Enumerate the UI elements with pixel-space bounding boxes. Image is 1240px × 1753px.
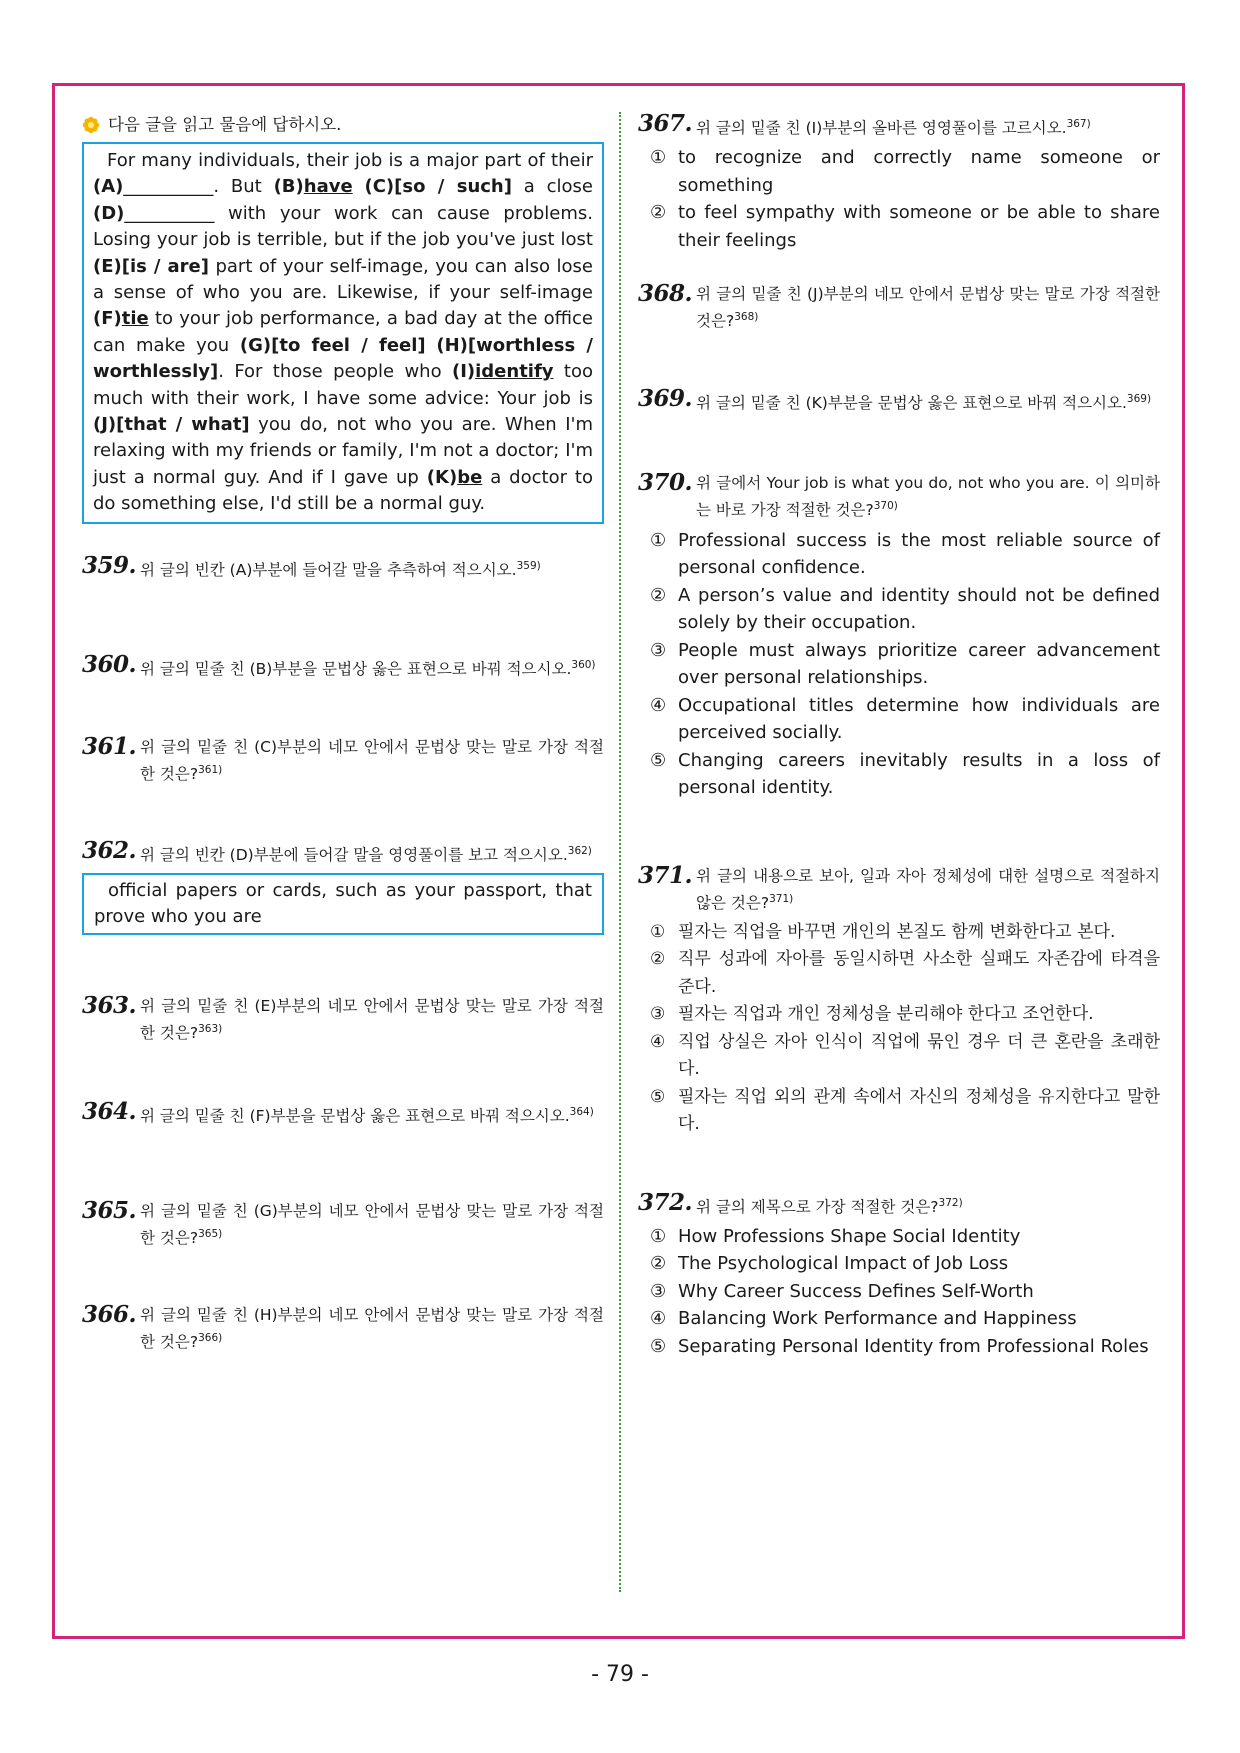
question-text: 위 글의 밑줄 친 (F)부분을 문법상 옳은 표현으로 바꿔 적으시오.: [140, 1107, 570, 1126]
question-361: [82, 735, 604, 786]
option-mark: ①: [650, 147, 667, 169]
question-number: 363.: [82, 992, 137, 1020]
question-372-stem: [638, 1188, 1160, 1219]
question-362-stem: [82, 839, 604, 867]
question-text: 위 글의 밑줄 친 (G)부분의 네모 안에서 문법상 맞는 말로 가장 적절한 것은?: [140, 1201, 604, 1247]
option-text: 직업 상실은 자아 인식이 직업에 묶인 경우 더 큰 혼란을 초래한다.: [678, 1031, 1160, 1080]
question-text: 위 글에서 Your job is what you do, not who you are. 이 의미하는 바로 가장 적절한 것은?: [696, 474, 1160, 520]
passage-text: a doctor to do something else, I'd still be a normal guy.: [93, 466, 593, 515]
question-number: 370.: [638, 469, 693, 497]
label-g: (G)[to feel / feel]: [239, 334, 426, 356]
question-number: 364.: [82, 1098, 137, 1126]
option-mark: ④: [650, 1031, 666, 1052]
column-divider: [619, 112, 621, 1592]
passage-text: For many individuals, their job is a major part of their: [107, 150, 593, 171]
right-column: [638, 112, 1160, 1360]
label-a: (A): [93, 176, 124, 198]
option-text: Separating Personal Identity from Professional Roles: [678, 1335, 1149, 1357]
question-number: 367.: [638, 110, 693, 137]
question-text: 위 글의 빈칸 (D)부분에 들어갈 말을 영영풀이를 보고 적으시오.: [140, 846, 568, 865]
question-367: [638, 112, 1160, 254]
question-number: 372.: [638, 1188, 693, 1216]
option-mark: ②: [650, 202, 667, 224]
flower-icon: [82, 116, 100, 134]
question-359: [82, 551, 604, 582]
question-text: 위 글의 밑줄 친 (K)부분을 문법상 옳은 표현으로 바꿔 적으시오.: [696, 394, 1127, 413]
reading-passage: [82, 142, 604, 524]
question-368: [638, 282, 1160, 333]
footnote-ref: 363): [198, 1023, 223, 1036]
option-1[interactable]: [638, 1223, 1160, 1251]
definition-box: official papers or cards, such as your passport, that prove who you are: [82, 873, 604, 935]
footnote-ref: 361): [198, 764, 223, 776]
underlined-b: have: [303, 176, 353, 198]
option-text: to feel sympathy with someone or be able to share their feelings: [678, 202, 1160, 251]
option-mark: ①: [650, 529, 667, 551]
footnote-ref: 371): [769, 892, 794, 905]
footnote-ref: 364): [569, 1106, 594, 1119]
question-362: [82, 839, 604, 935]
options: [638, 1223, 1160, 1361]
option-mark: ④: [650, 694, 667, 716]
option-5[interactable]: [638, 1084, 1160, 1139]
option-2[interactable]: [638, 199, 1160, 254]
underlined-f: tie: [121, 308, 149, 330]
option-1[interactable]: [638, 919, 1160, 947]
question-364: [82, 1100, 604, 1128]
question-text: 위 글의 제목으로 가장 적절한 것은?: [696, 1197, 939, 1216]
page-number: - 79 -: [591, 1662, 649, 1687]
question-number: 362.: [82, 837, 137, 865]
question-371-stem: [638, 861, 1160, 915]
option-text: People must always prioritize career advancement over personal relationships.: [678, 639, 1160, 689]
footnote-ref: 366): [198, 1331, 223, 1344]
option-text: Professional success is the most reliable source of personal confidence.: [678, 529, 1160, 579]
footnote-ref: 365): [198, 1227, 223, 1240]
question-366: [82, 1300, 604, 1354]
question-number: 371.: [638, 861, 693, 889]
option-mark: ⑤: [650, 1335, 667, 1357]
underlined-k: be: [457, 466, 483, 488]
footnote-ref: 362): [567, 845, 592, 858]
option-mark: ⑤: [650, 749, 667, 771]
question-369: [638, 387, 1160, 415]
passage-text: a close: [511, 176, 593, 198]
passage-text: too much with their work, I have some advice: Your job is: [93, 361, 593, 409]
option-4[interactable]: [638, 1305, 1160, 1333]
option-text: Balancing Work Performance and Happiness: [678, 1308, 1077, 1330]
passage-text: you do, not who you are. When I'm relaxing with my friends or family, I'm not a doctor; I'm just a normal guy. And if I gave up: [93, 414, 594, 488]
option-text: 필자는 직업과 개인 정체성을 분리해야 한다고 조언한다.: [678, 1004, 1094, 1025]
options: [638, 144, 1160, 254]
option-mark: ①: [650, 1225, 667, 1247]
question-text: 위 글의 밑줄 친 (E)부분의 네모 안에서 문법상 맞는 말로 가장 적절한 것은?: [140, 997, 604, 1043]
option-5[interactable]: [638, 747, 1160, 802]
options: [638, 527, 1160, 802]
option-text: Occupational titles determine how individuals are perceived socially.: [678, 694, 1160, 744]
label-i: (I): [451, 361, 476, 383]
option-mark: ③: [650, 639, 667, 661]
question-number: 361.: [82, 733, 137, 760]
option-mark: ①: [650, 921, 666, 942]
question-number: 368.: [638, 280, 693, 308]
footnote-ref: 372): [938, 1196, 963, 1209]
option-3[interactable]: [638, 637, 1160, 692]
question-text: 위 글의 밑줄 친 (J)부분의 네모 안에서 문법상 맞는 말로 가장 적절한 것은?: [696, 285, 1160, 331]
option-text: The Psychological Impact of Job Loss: [678, 1253, 1009, 1275]
instruction: [82, 112, 604, 138]
option-5[interactable]: [638, 1333, 1160, 1361]
option-2[interactable]: [638, 582, 1160, 637]
option-2[interactable]: [638, 1250, 1160, 1278]
passage-text: part of your self-image, you can also lose a sense of who you are. Likewise, if your self-image: [93, 255, 593, 304]
question-371: [638, 861, 1160, 1139]
label-e: (E)[is / are]: [93, 255, 209, 277]
option-1[interactable]: [638, 144, 1160, 199]
blank-a: __________: [123, 176, 214, 198]
option-text: Changing careers inevitably results in a loss of personal identity.: [678, 749, 1160, 799]
question-365: [82, 1196, 604, 1250]
option-3[interactable]: [638, 1278, 1160, 1306]
label-c: (C)[so / such]: [364, 176, 512, 198]
label-b: (B): [273, 176, 304, 198]
option-1[interactable]: [638, 527, 1160, 582]
label-d: (D): [93, 202, 125, 224]
question-number: 369.: [638, 385, 693, 413]
question-number: 365.: [82, 1196, 137, 1224]
option-mark: ③: [650, 1004, 666, 1025]
label-k: (K): [426, 466, 458, 488]
underlined-i: identify: [475, 361, 554, 383]
passage-text: . For those people who: [218, 361, 452, 383]
question-370: [638, 471, 1160, 801]
option-text: Why Career Success Defines Self-Worth: [678, 1280, 1034, 1302]
instruction-text: 다음 글을 읽고 물음에 답하시오.: [108, 115, 342, 134]
footnote-ref: 368): [734, 311, 759, 324]
question-text: 위 글의 내용으로 보아, 일과 자아 정체성에 대한 설명으로 적절하지 않은 것은?: [696, 866, 1160, 912]
question-367-stem: [638, 112, 1160, 140]
option-mark: ②: [650, 949, 666, 970]
option-mark: ④: [650, 1308, 667, 1330]
question-text: 위 글의 밑줄 친 (C)부분의 네모 안에서 문법상 맞는 말로 가장 적절한 것은?: [140, 738, 604, 784]
option-text: How Professions Shape Social Identity: [678, 1225, 1021, 1247]
question-text: 위 글의 빈칸 (A)부분에 들어갈 말을 추측하여 적으시오.: [140, 560, 517, 579]
option-text: 필자는 직업을 바꾸면 개인의 본질도 함께 변화한다고 본다.: [678, 921, 1116, 942]
option-text: to recognize and correctly name someone or something: [678, 147, 1160, 196]
footnote-ref: 367): [1066, 118, 1091, 130]
option-3[interactable]: [638, 1001, 1160, 1029]
option-text: 필자는 직업 외의 관계 속에서 자신의 정체성을 유지한다고 말한다.: [678, 1086, 1160, 1135]
left-column: [82, 112, 604, 1354]
question-372: [638, 1188, 1160, 1361]
question-number: 366.: [82, 1300, 137, 1328]
option-mark: ⑤: [650, 1086, 666, 1107]
passage-text: to your job performance, a bad day at the office can make you: [93, 308, 593, 356]
option-text: 직무 성과에 자아를 동일시하면 사소한 실패도 자존감에 타격을 준다.: [678, 949, 1160, 997]
option-2[interactable]: [638, 946, 1160, 1001]
footnote-ref: 359): [516, 559, 541, 572]
footnote-ref: 370): [873, 500, 898, 513]
option-mark: ③: [650, 1280, 667, 1302]
footnote-ref: 369): [1126, 393, 1152, 406]
question-number: 359.: [82, 551, 137, 579]
option-mark: ②: [650, 584, 667, 606]
passage-text: . But: [213, 176, 274, 198]
question-text: 위 글의 밑줄 친 (I)부분의 올바른 영영풀이를 고르시오.: [696, 119, 1067, 138]
footnote-ref: 360): [571, 658, 596, 671]
question-text: 위 글의 밑줄 친 (B)부분을 문법상 옳은 표현으로 바꿔 적으시오.: [140, 660, 572, 678]
label-f: (F): [93, 308, 122, 330]
question-text: 위 글의 밑줄 친 (H)부분의 네모 안에서 문법상 맞는 말로 가장 적절한 것은?: [140, 1305, 604, 1351]
label-j: (J)[that / what]: [93, 414, 250, 436]
passage-text: with your work can cause problems. Losing your job is terrible, but if the job you've just lost: [93, 202, 593, 251]
option-mark: ②: [650, 1253, 667, 1275]
blank-d: __________: [124, 202, 215, 224]
label-h: (H)[worthless / worthlessly]: [93, 334, 593, 383]
question-363: [82, 994, 604, 1045]
question-number: 360.: [82, 650, 137, 678]
options: [638, 919, 1160, 1139]
option-4[interactable]: [638, 692, 1160, 747]
question-370-stem: [638, 471, 1160, 522]
option-text: A person’s value and identity should not be defined solely by their occupation.: [678, 584, 1160, 634]
question-360: [82, 650, 604, 681]
option-4[interactable]: [638, 1029, 1160, 1084]
